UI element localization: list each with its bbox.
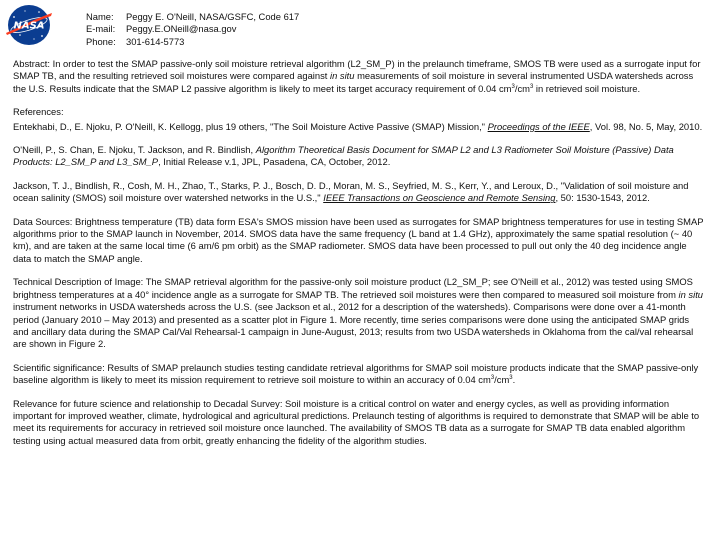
reference-3-journal: IEEE Transactions on Geoscience and Remote Sensing <box>323 192 556 204</box>
technical-text-1: Technical Description of Image: The SMAP retrieval algorithm for the passive-only soil moisture product (L2_SM_P; see O'Neill et al., 2012) was tested using SMOS brightness temperatures at a 40° incidence angle as a surrogate for SMAP TB. The retrieved soil moistures were then compared to measured soil moisture from <box>13 276 693 300</box>
name-value: Peggy E. O'Neill, NASA/GSFC, Code 617 <box>126 11 300 22</box>
reference-1 <box>13 121 705 133</box>
document-body <box>13 58 705 458</box>
significance-sup-2: 3 <box>509 375 513 381</box>
contact-block <box>86 11 299 48</box>
significance-text-3: . <box>512 374 516 386</box>
abstract-sup-1: 3 <box>511 83 515 90</box>
reference-3-authors: Jackson, T. J., Bindlish, R., Cosh, M. H., Zhao, T., Starks, P. J., Bosch, D. D., Moran, M. S., Seyfried, M. S., Kerr, Y., and Leroux, D., "Validation of soil moisture and ocean salinity (SMOS) soil moisture over watershed networks in the U.S.," <box>13 179 689 204</box>
reference-2-details: , Initial Release v.1, JPL, Pasadena, CA, October, 2012. <box>158 156 391 168</box>
significance-text-1: Scientific significance: Results of SMAP prelaunch studies testing candidate retrieval algorithms for SMAP soil moisture products indicate that the SMAP passive-only baseline algorithm is likely to meet its mission requirement to retrieve soil moisture to within an accuracy of 0.04 cm <box>13 361 699 386</box>
reference-3 <box>13 180 705 205</box>
reference-2 <box>13 144 705 169</box>
technical-text-2: instrument networks in USDA watersheds across the U.S. (see Jackson et al., 2012 for a description of the watersheds). Comparisons were done over a 41-month period (January 2010 – May 2013) and presented as a scatter plot in Figure 1. More recently, time series comparisons were done using the anticipated SMAP grids and ancillary data during the SMAP Cal/Val Rehearsal-1 campaign in June-August, 2013; results from two USDA watersheds in Oklahoma from the cal/val rehearsal are shown in Figure 2. <box>13 301 694 350</box>
abstract-text-4: in retrieved soil moisture. <box>533 82 641 94</box>
email-label: E-mail: <box>86 23 116 35</box>
abstract-text-2: measurements of soil moisture in several instrumented USDA watersheds across the U.S. Results indicate that the SMAP L2 passive algorithm is likely to meet its target accuracy requirement of 0.04 cm <box>13 70 694 94</box>
nasa-logo <box>4 3 54 47</box>
reference-2-title: Algorithm Theoretical Basis Document for SMAP L2 and L3 Radiometer Soil Moisture (Passive) Data Products: L2_SM_P and L3_SM_P <box>13 144 674 168</box>
reference-3-details: , 50: 1530-1543, 2012. <box>555 192 650 204</box>
phone-row <box>86 36 299 48</box>
reference-1-journal: Proceedings of the IEEE <box>487 120 590 132</box>
phone-value: 301-614-5773 <box>126 35 185 47</box>
phone-label: Phone: <box>86 35 116 47</box>
nasa-logo-text: NASA <box>13 20 45 32</box>
name-row <box>86 11 299 23</box>
abstract-sup-2: 3 <box>529 83 534 90</box>
technical-description-paragraph <box>13 276 705 350</box>
reference-1-details: , Vol. 98, No. 5, May, 2010. <box>589 120 703 132</box>
email-row <box>86 23 299 35</box>
significance-sup-1: 3 <box>490 375 495 381</box>
abstract-text-1: Abstract: In order to test the SMAP passive-only soil moisture retrieval algorithm (L2_SM_P) in the prelaunch timeframe, SMOS TB were used as a surrogate input for SMAP TB, and the resulting retrieved soil moistures were compared against <box>13 58 701 82</box>
significance-text-2: /cm <box>494 374 510 386</box>
email-value: Peggy.E.ONeill@nasa.gov <box>126 23 237 35</box>
references-heading: References: <box>13 106 64 118</box>
reference-1-authors: Entekhabi, D., E. Njoku, P. O'Neill, K. Kellogg, plus 19 others, "The Soil Moisture Active Passive (SMAP) Mission," <box>13 120 488 132</box>
scientific-significance-paragraph <box>13 362 705 387</box>
technical-in-situ: in situ <box>678 288 704 300</box>
relevance-paragraph: Relevance for future science and relationship to Decadal Survey: Soil moisture is a critical control on water and energy cycles, as well as providing information important for improved weather, climate, hydrological and agricultural predictions. Prelaunch testing of algorithms is required to demonstrate that SMAP will be able to meet its requirements for accuracy in retrieved soil moisture once launched. The availability of SMOS TB data as a surrogate for SMAP TB data enabled algorithm testing using actual measured data from orbit, greatly enhancing the fidelity of the algorithm studies. <box>13 397 700 446</box>
name-label: Name: <box>86 11 114 22</box>
data-sources-paragraph: Data Sources: Brightness temperature (TB) data form ESA's SMOS mission have been used as surrogates for SMAP brightness temperatures for use in testing SMAP algorithms prior to the SMAP launch in November, 2014. SMOS data have the same frequency (L band at 1.4 GHz), approximately the same spatial resolution (~ 40 km), and are taken at the same local time (6 am/6 pm orbit) as the SMAP radiometer. SMOS data have been processed to pull out only the 40 deg incidence angle data to match the SMAP angle. <box>13 215 704 264</box>
abstract-text-3: /cm <box>514 82 530 94</box>
abstract-in-situ: in situ <box>330 70 355 82</box>
reference-2-authors: O'Neill, P., S. Chan, E. Njoku, T. Jackson, and R. Bindlish, <box>13 144 256 156</box>
abstract-paragraph <box>13 58 705 95</box>
